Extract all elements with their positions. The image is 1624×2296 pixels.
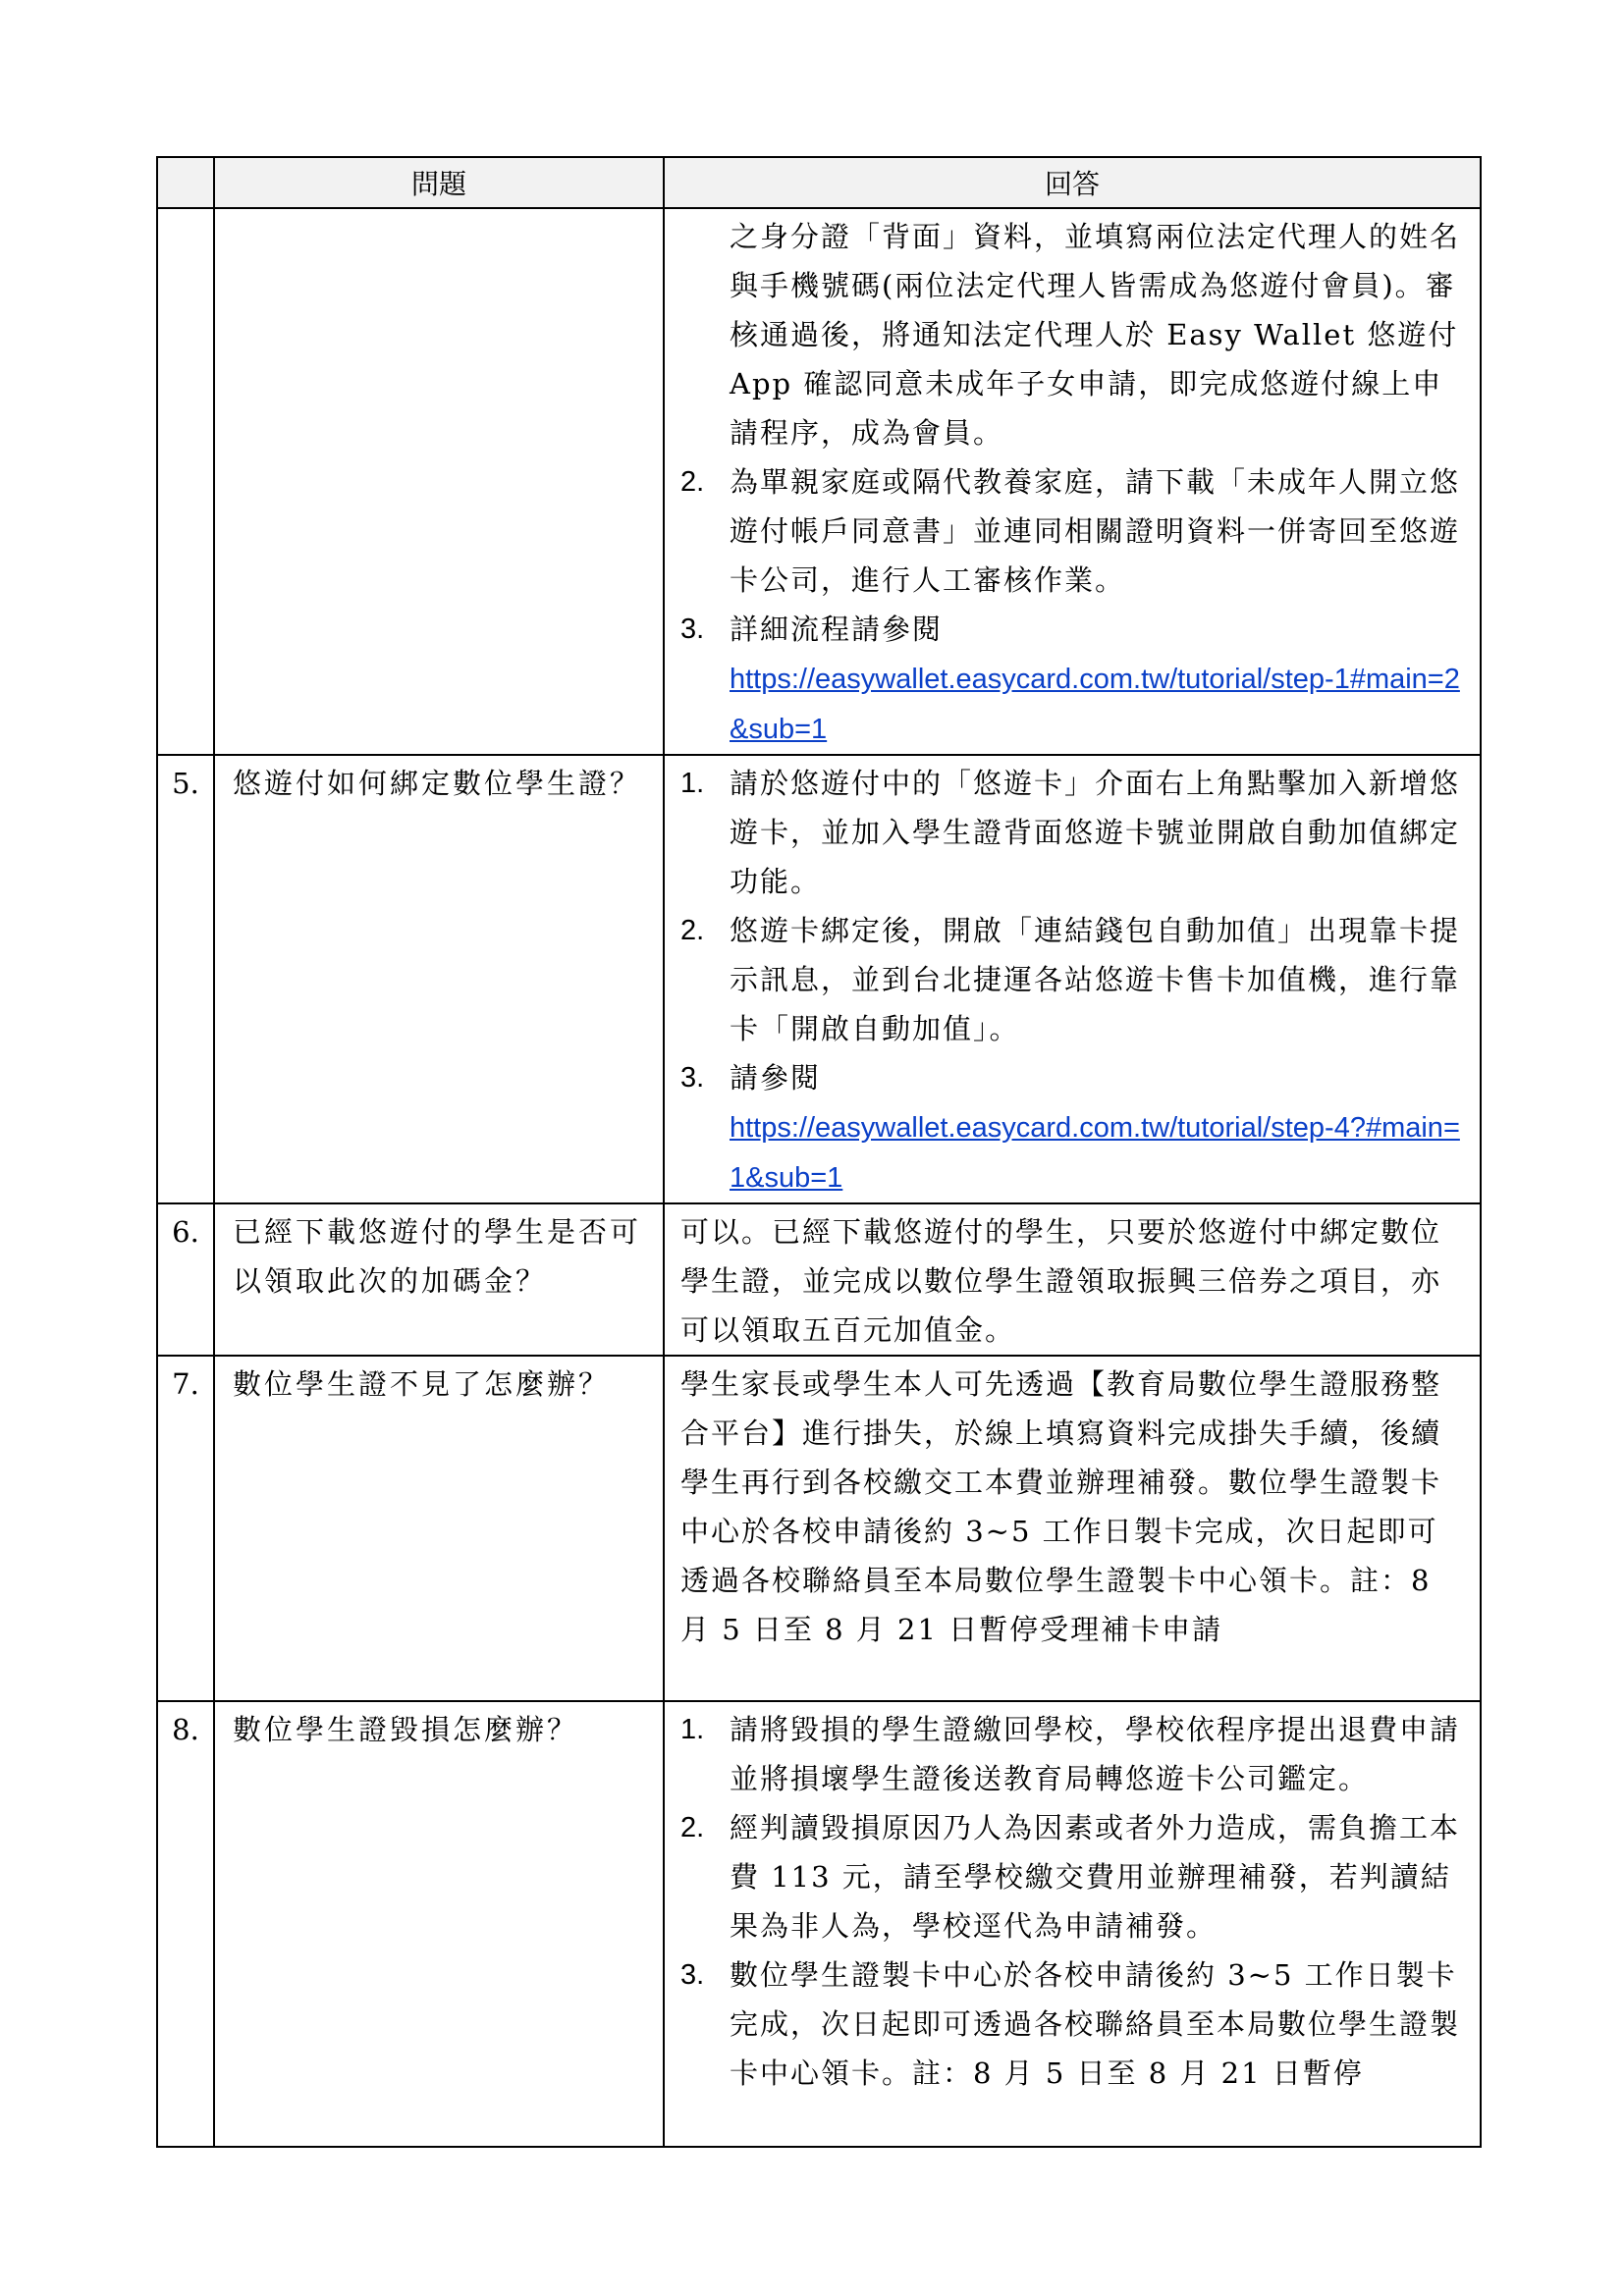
list-number: 2. — [680, 1812, 705, 1843]
list-item — [680, 1705, 1464, 1803]
list-number: 3. — [680, 1062, 705, 1094]
list-text: 請於悠遊付中的「悠遊卡」介面右上角點擊加入新增悠遊卡，並加入學生證背面悠遊卡號並開啟自動加值綁定功能。 — [730, 767, 1461, 898]
answer-cell — [664, 208, 1481, 755]
list-text: 為單親家庭或隔代教養家庭，請下載「未成年人開立悠遊付帳戶同意書」並連同相關證明資料一併寄回至悠遊卡公司，進行人工審核作業。 — [730, 465, 1461, 597]
answer-cell — [664, 1701, 1481, 2147]
list-number: 3. — [680, 614, 705, 645]
table-row-continuation — [157, 208, 1481, 755]
tutorial-link-step1[interactable]: https://easywallet.easycard.com.tw/tutorial/step-1#main=2&sub=1 — [730, 664, 1460, 745]
list-item — [680, 906, 1464, 1053]
question-text: 數位學生證不見了怎麼辦？ — [214, 1356, 664, 1701]
row-number: 8. — [157, 1701, 214, 2147]
header-answer: 回答 — [664, 157, 1481, 208]
row-number: 5. — [157, 755, 214, 1203]
answer-list — [680, 759, 1464, 1202]
list-text: 請參閱 — [730, 1061, 822, 1095]
answer-intro-text: 之身分證「背面」資料，並填寫兩位法定代理人的姓名與手機號碼(兩位法定代理人皆需成為悠遊付會員)。審核通過後，將通知法定代理人於 Easy Wallet 悠遊付 App 確認同意未成年子女申請，即完成悠遊付線上申請程序，成為會員。 — [730, 220, 1461, 450]
list-number: 3. — [680, 1959, 705, 1991]
table-row — [157, 755, 1481, 1203]
question-cell — [214, 208, 664, 755]
list-item — [680, 605, 1464, 754]
answer-text: 學生家長或學生本人可先透過【教育局數位學生證服務整合平台】進行掛失，於線上填寫資料完成掛失手續，後續學生再行到各校繳交工本費並辦理補發。數位學生證製卡中心於各校申請後約 3~5 工作日製卡完成，次日起即可透過各校聯絡員至本局數位學生證製卡中心領卡。註：8 月 5 日至 8 月 21 日暫停受理補卡申請 — [664, 1356, 1481, 1701]
answer-list — [680, 1705, 1464, 2098]
header-number-cell — [157, 157, 214, 208]
question-text: 已經下載悠遊付的學生是否可以領取此次的加碼金？ — [214, 1203, 664, 1356]
tutorial-link-step4[interactable]: https://easywallet.easycard.com.tw/tutorial/step-4?#main=1&sub=1 — [730, 1112, 1460, 1194]
faq-table — [156, 156, 1482, 2148]
list-number: 1. — [680, 1714, 705, 1745]
row-number: 7. — [157, 1356, 214, 1701]
table-row — [157, 1356, 1481, 1701]
list-number: 2. — [680, 466, 705, 498]
number-cell — [157, 208, 214, 755]
list-item — [680, 759, 1464, 906]
list-item — [680, 1803, 1464, 1950]
row-number: 6. — [157, 1203, 214, 1356]
list-item — [680, 1950, 1464, 2098]
list-text: 詳細流程請參閱 — [730, 613, 944, 646]
list-text: 經判讀毀損原因乃人為因素或者外力造成，需負擔工本費 113 元，請至學校繳交費用並辦理補發，若判讀結果為非人為，學校逕代為申請補發。 — [730, 1811, 1461, 1943]
list-item — [680, 1053, 1464, 1202]
table-header-row — [157, 157, 1481, 208]
list-number: 1. — [680, 768, 705, 799]
answer-list — [680, 457, 1464, 754]
header-question: 問題 — [214, 157, 664, 208]
question-text: 悠遊付如何綁定數位學生證？ — [214, 755, 664, 1203]
question-text: 數位學生證毀損怎麼辦？ — [214, 1701, 664, 2147]
list-number: 2. — [680, 915, 705, 946]
list-text: 數位學生證製卡中心於各校申請後約 3~5 工作日製卡完成，次日起即可透過各校聯絡員至本局數位學生證製卡中心領卡。註：8 月 5 日至 8 月 21 日暫停 — [730, 1958, 1461, 2090]
answer-text: 可以。已經下載悠遊付的學生，只要於悠遊付中綁定數位學生證，並完成以數位學生證領取振興三倍券之項目，亦可以領取五百元加值金。 — [664, 1203, 1481, 1356]
list-text: 請將毀損的學生證繳回學校，學校依程序提出退費申請並將損壞學生證後送教育局轉悠遊卡公司鑑定。 — [730, 1713, 1461, 1795]
answer-cell — [664, 755, 1481, 1203]
list-item — [680, 457, 1464, 605]
table-row — [157, 1701, 1481, 2147]
table-row — [157, 1203, 1481, 1356]
list-text: 悠遊卡綁定後，開啟「連結錢包自動加值」出現靠卡提示訊息，並到台北捷運各站悠遊卡售卡加值機，進行靠卡「開啟自動加值」。 — [730, 914, 1461, 1045]
